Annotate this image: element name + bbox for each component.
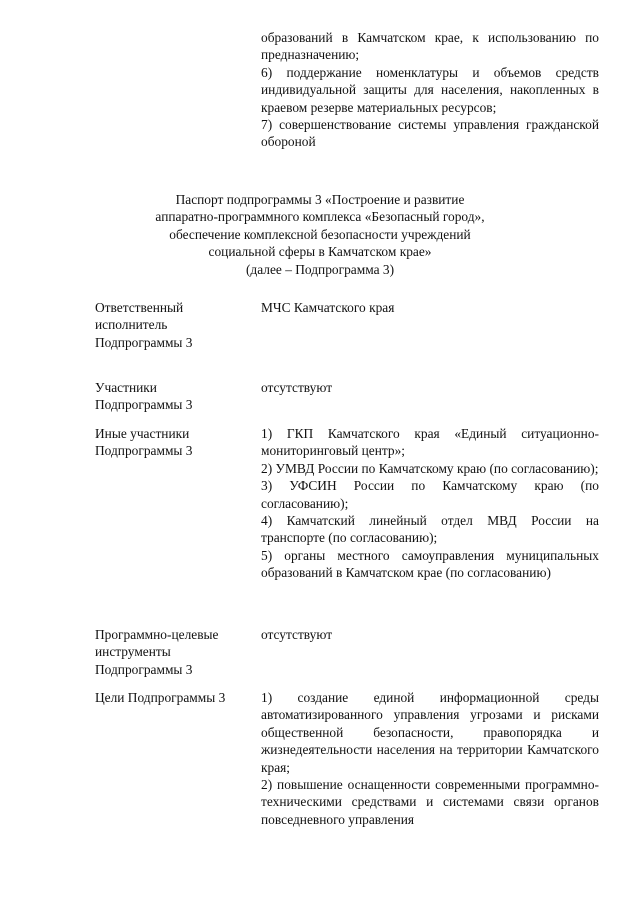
title-line: (далее – Подпрограмма 3) [245,261,395,277]
label-line: Подпрограммы 3 [95,397,193,413]
title-line: аппаратно-программного комплекса «Безопасный город», [155,209,485,225]
value-line: 5) органы местного самоуправления муниципальных образований в Камчатском крае (по согласованию) [261,547,599,581]
label-line: Подпрограммы 3 [95,443,193,459]
label-line: Программно-целевые [95,627,219,642]
row-value [261,299,599,316]
label-line: Иные участники [95,426,190,441]
continuation-line: 6) поддержание номенклатуры и объемов средств индивидуальной защиты для населения, накопленных в краевом резерве материальных ресурсов; [261,64,599,115]
row-value [261,626,599,643]
value-line: 3) УФСИН России по Камчатскому краю (по согласованию); [261,478,599,511]
title-line: Паспорт подпрограммы 3 «Построение и развитие [175,192,465,207]
continuation-line: 7) совершенствование системы управления гражданской обороной [261,117,599,150]
value-line: отсутствуют [261,380,333,395]
row-label [95,299,253,351]
label-line: Участники [95,380,157,395]
label-line: Подпрограммы 3 [95,334,193,350]
value-line: МЧС Камчатского края [261,300,395,315]
value-line: 1) ГКП Камчатского края «Единый ситуационно-мониторинговый центр»; [261,426,599,459]
row-label [95,425,253,460]
subprogram-passport-title [100,191,540,278]
row-value [261,379,599,396]
value-line: 2) повышение оснащенности современными программно-техническими средствами и системами связи органов повседневного управления [261,777,599,827]
label-line: инструменты [95,644,171,660]
row-label [95,689,253,706]
value-line: отсутствуют [261,627,333,642]
label-line: Цели Подпрограммы 3 [95,690,226,705]
row-value [261,689,599,828]
value-line: 4) Камчатский линейный отдел МВД России на транспорте (по согласованию); [261,513,599,546]
value-line: 1) создание единой информационной среды автоматизированного управления угрозами и рисками общественной безопасности, правопорядка и жизнедеятельности населения на территории Камчатского края; [261,690,599,775]
row-label [95,379,253,414]
label-line: Ответственный [95,300,184,315]
title-line: социальной сферы в Камчатском крае» [208,244,432,260]
row-value [261,425,599,582]
row-label [95,626,253,678]
value-line: 2) УМВД России по Камчатскому краю (по согласованию); [261,460,599,476]
label-line: исполнитель [95,317,168,333]
continuation-line: образований в Камчатском крае, к использованию по предназначению; [261,30,599,63]
previous-section-continuation [261,29,599,151]
label-line: Подпрограммы 3 [95,661,193,677]
title-line: обеспечение комплексной безопасности учреждений [169,226,471,242]
